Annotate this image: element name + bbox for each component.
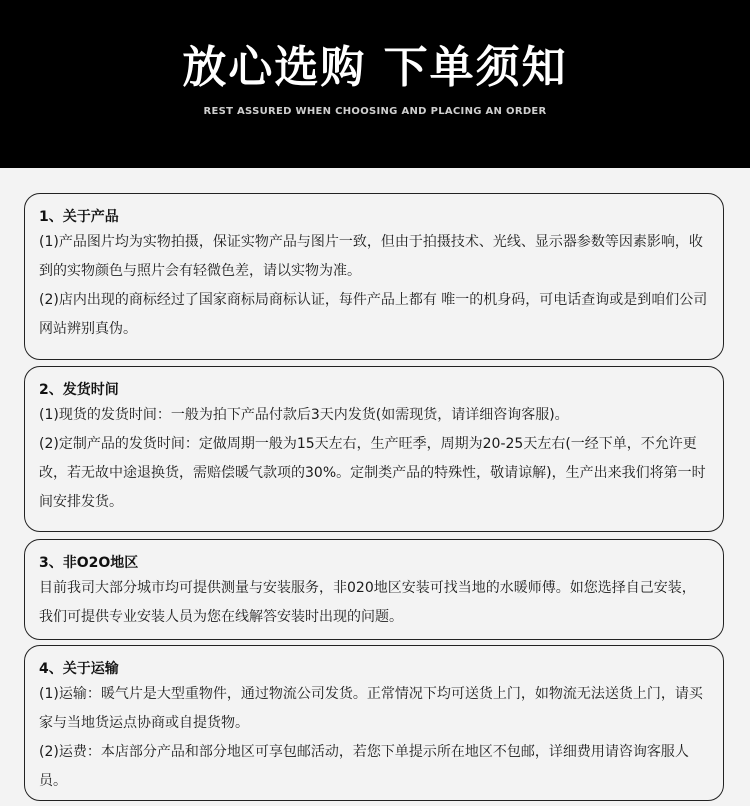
section-paragraph: (2)定制产品的发货时间：定做周期一般为15天左右，生产旺季，周期为20-25天左右(一经下单，不允许更改，若无故中途退换货，需赔偿暖气款项的30%。定制类产品的特殊性，敬请谅解)，生产出来我们将第一时间安排发货。	[39, 436, 706, 510]
page-title: 放心选购 下单须知	[182, 42, 568, 93]
section-paragraph: (1)运输：暖气片是大型重物件，通过物流公司发货。正常情况下均可送货上门，如物流无法送货上门，请买家与当地货运点协商或自提货物。	[39, 686, 703, 731]
section-body	[39, 401, 709, 517]
header-banner	[0, 0, 750, 168]
section-card-product	[24, 193, 724, 360]
section-title: 3、非O2O地区	[39, 555, 139, 571]
section-paragraph: (1)现货的发货时间：一般为拍下产品付款后3天内发货(如需现货，请详细咨询客服)。	[39, 407, 569, 423]
section-title: 2、发货时间	[39, 382, 119, 398]
section-card-transport	[24, 645, 724, 801]
section-body	[39, 574, 709, 632]
page-subtitle: REST ASSURED WHEN CHOOSING AND PLACING AN ORDER	[203, 106, 547, 117]
section-paragraph: (2)店内出现的商标经过了国家商标局商标认证，每件产品上都有 唯一的机身码，可电话查询或是到咱们公司网站辨别真伪。	[39, 292, 708, 337]
section-body	[39, 680, 709, 796]
section-body	[39, 228, 709, 344]
section-title: 4、关于运输	[39, 661, 119, 677]
section-card-shipping-time	[24, 366, 724, 532]
section-paragraph: (2)运费：本店部分产品和部分地区可享包邮活动，若您下单提示所在地区不包邮，详细费用请咨询客服人员。	[39, 744, 689, 789]
section-title: 1、关于产品	[39, 209, 119, 225]
section-card-non-o2o-region	[24, 539, 724, 640]
section-paragraph: (1)产品图片均为实物拍摄，保证实物产品与图片一致，但由于拍摄技术、光线、显示器参数等因素影响，收到的实物颜色与照片会有轻微色差，请以实物为准。	[39, 234, 703, 279]
section-paragraph: 目前我司大部分城市均可提供测量与安装服务，非020地区安装可找当地的水暖师傅。如您选择自己安装，我们可提供专业安装人员为您在线解答安装时出现的问题。	[39, 580, 696, 625]
